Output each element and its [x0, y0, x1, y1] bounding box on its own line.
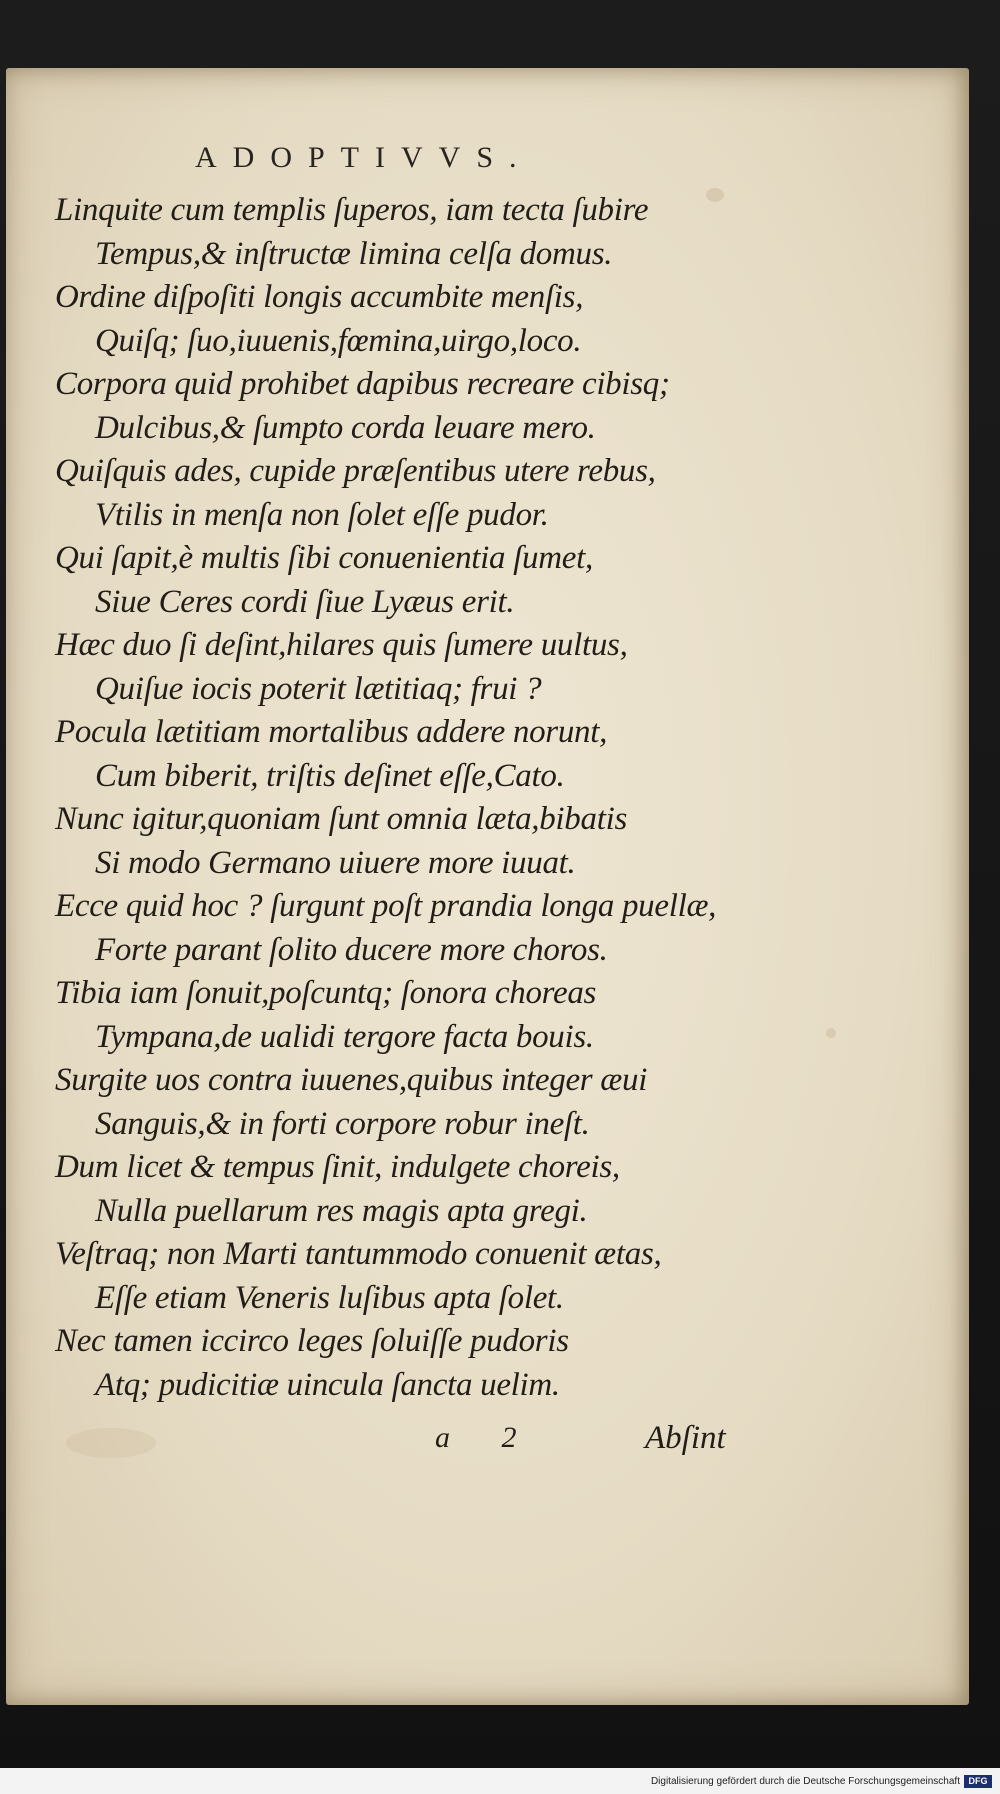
verse-line: Hæc duo ſi deſint,hilares quis ſumere uultus,: [55, 627, 628, 663]
verse-line: Tempus,& inſtructæ limina celſa domus.: [95, 235, 613, 272]
verse-line: Atq; pudicitiæ uincula ſancta uelim.: [95, 1366, 560, 1403]
verse-line: Tibia iam ſonuit,poſcuntq; ſonora choreas: [55, 975, 597, 1011]
verse-line: Quiſue iocis poterit lætitiaq; frui ?: [95, 670, 542, 707]
dfg-logo: DFG: [964, 1775, 992, 1788]
running-head: ADOPTIVVS.: [195, 141, 533, 174]
verse-line: Vtilis in menſa non ſolet eſſe pudor.: [95, 496, 549, 533]
verse-line: Qui ſapit,è multis ſibi conuenientia ſumet,: [55, 540, 593, 576]
verse-line: Pocula lætitiam mortalibus addere norunt,: [55, 714, 608, 750]
verse-line: Quiſq; ſuo,iuuenis,fœmina,uirgo,loco.: [95, 322, 582, 359]
verse-line: Surgite uos contra iuuenes,quibus integer æui: [55, 1062, 648, 1098]
verse-line: Eſſe etiam Veneris luſibus apta ſolet.: [95, 1279, 564, 1316]
catchword: Abſint: [645, 1420, 726, 1456]
verse-line: Linquite cum templis ſuperos, iam tecta ſubire: [55, 192, 649, 228]
verse-line: Corpora quid prohibet dapibus recreare cibisq;: [55, 366, 670, 402]
verse-line: Siue Ceres cordi ſiue Lyæus erit.: [95, 583, 515, 620]
verse-line: Tympana,de ualidi tergore facta bouis.: [95, 1018, 594, 1055]
verse-line: Nunc igitur,quoniam ſunt omnia læta,bibatis: [55, 801, 627, 837]
verse-line: Dum licet & tempus ſinit, indulgete choreis,: [55, 1149, 620, 1185]
verse-line: Ordine diſpoſiti longis accumbite menſis,: [55, 279, 584, 315]
verse-line: Nec tamen iccirco leges ſoluiſſe pudoris: [55, 1323, 569, 1359]
verse-line: Quiſquis ades, cupide præſentibus utere rebus,: [55, 453, 656, 489]
signature-mark: a 2: [435, 1421, 539, 1454]
verse-line: Ecce quid hoc ? ſurgunt poſt prandia longa puellæ,: [55, 888, 717, 924]
verse-line: Forte parant ſolito ducere more choros.: [95, 931, 608, 968]
verse-line: Dulcibus,& ſumpto corda leuare mero.: [95, 409, 596, 446]
verse-line: Nulla puellarum res magis apta gregi.: [95, 1192, 588, 1229]
verse-line: Sanguis,& in forti corpore robur ineſt.: [95, 1105, 590, 1142]
digitization-credit: Digitalisierung gefördert durch die Deutsche Forschungsgemeinschaft: [650, 1776, 960, 1787]
verse-line: Cum biberit, triſtis deſinet eſſe,Cato.: [95, 757, 565, 794]
verse-line: Si modo Germano uiuere more iuuat.: [95, 844, 576, 881]
verse-line: Veſtraq; non Marti tantummodo conuenit ætas,: [55, 1236, 662, 1272]
